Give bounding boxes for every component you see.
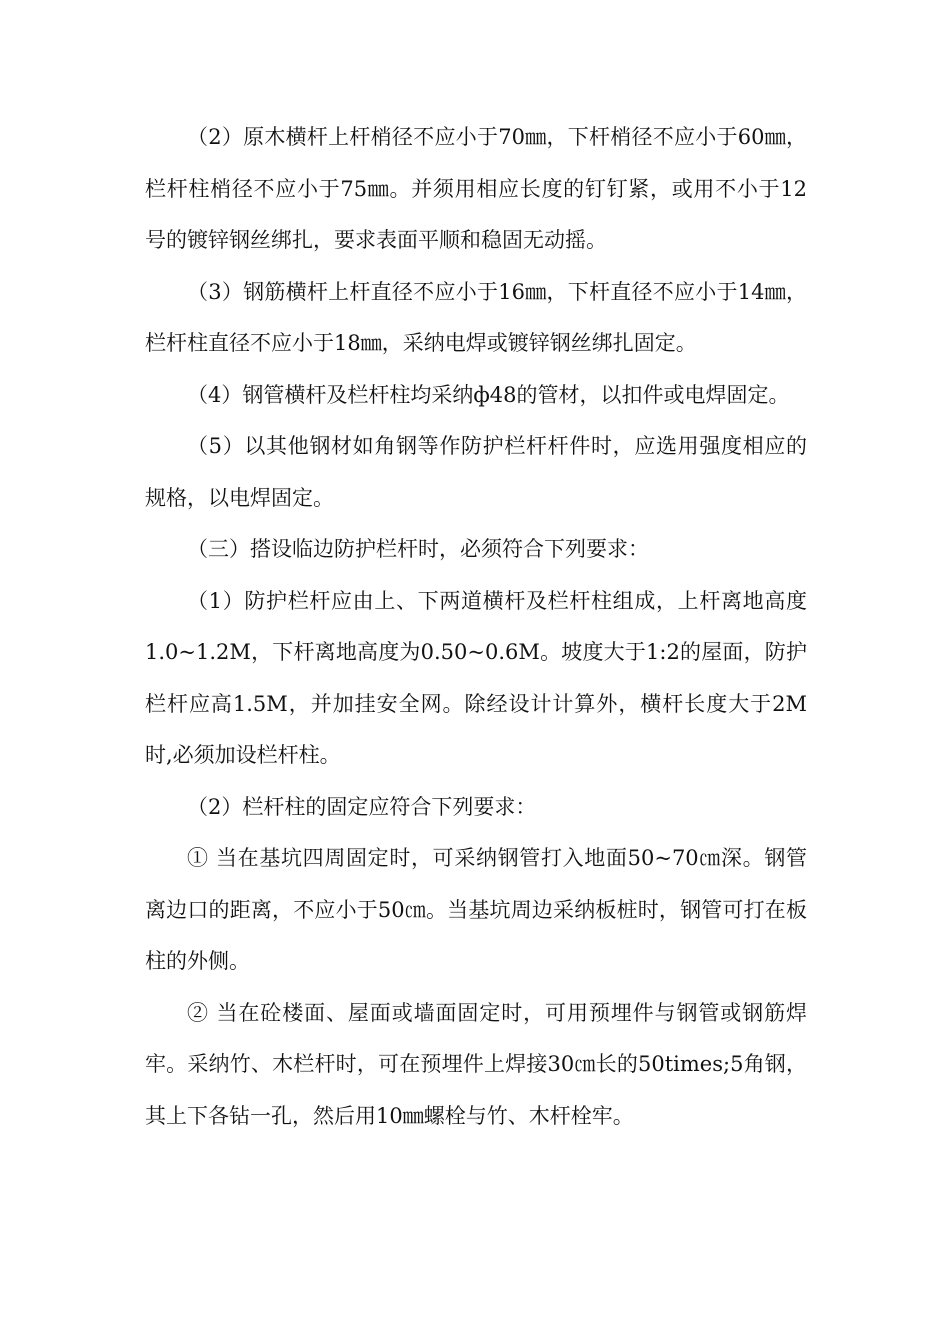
paragraph-rebar-railing-spec: （3）钢筋横杆上杆直径不应小于16㎜，下杆直径不应小于14㎜，栏杆柱直径不应小于18㎜，采纳电焊或镀锌钢丝绑扎固定。 xyxy=(145,279,807,355)
document-body xyxy=(145,112,807,1142)
paragraph-steel-pipe-railing-spec: （4）钢管横杆及栏杆柱均采纳ф48的管材，以扣件或电焊固定。 xyxy=(187,382,790,407)
paragraph-railing-composition: （1）防护栏杆应由上、下两道横杆及栏杆柱组成，上杆离地高度1.0~1.2M，下杆离地高度为0.50~0.6M。坡度大于1:2的屋面，防护栏杆应高1.5M，并加挂安全网。除经设计计算外，横杆长度大于2M时,必须加设栏杆柱。 xyxy=(145,588,807,767)
paragraph-other-steel-spec: （5）以其他钢材如角钢等作防护栏杆杆件时，应选用强度相应的规格，以电焊固定。 xyxy=(145,434,807,510)
paragraph-log-railing-spec: （2）原木横杆上杆梢径不应小于70㎜，下杆梢径不应小于60㎜，栏杆柱梢径不应小于75㎜。并须用相应长度的钉钉紧，或用不小于12号的镀锌钢丝绑扎，要求表面平顺和稳固无动摇。 xyxy=(145,125,807,252)
section-heading-edge-railing: （三）搭设临边防护栏杆时，必须符合下列要求： xyxy=(187,537,649,561)
list-item-floor-fixing: ② 当在砼楼面、屋面或墙面固定时，可用预埋件与钢管或钢筋焊牢。采纳竹、木栏杆时，可在预埋件上焊接30㎝长的50times;5角钢，其上下各钻一孔，然后用10㎜螺栓与竹、木杆栓牢。 xyxy=(145,1000,807,1128)
list-item-pit-fixing: ① 当在基坑四周固定时，可采纳钢管打入地面50~70㎝深。钢管离边口的距离，不应小于50㎝。当基坑周边采纳板桩时，钢管可打在板柱的外侧。 xyxy=(145,846,807,973)
paragraph-post-fixing-heading: （2）栏杆柱的固定应符合下列要求： xyxy=(187,794,537,819)
